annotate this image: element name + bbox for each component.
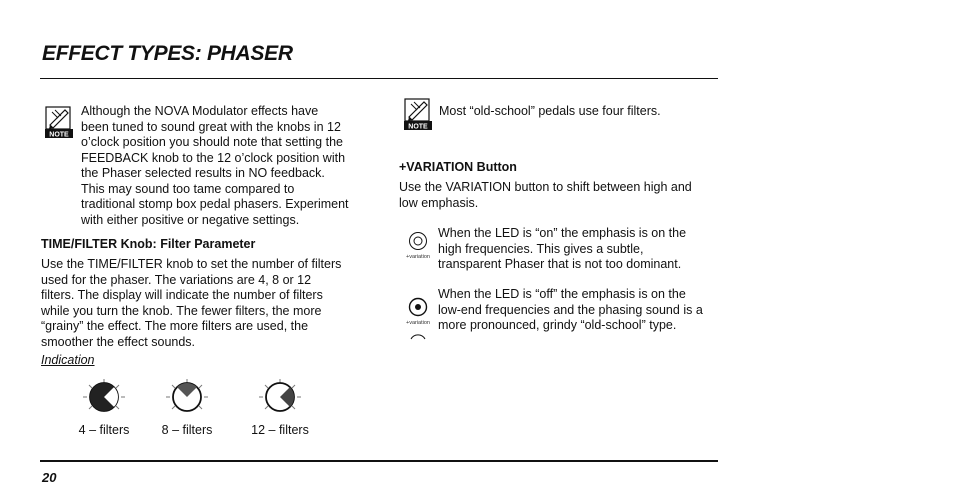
note-icon-label: NOTE xyxy=(408,123,428,131)
led-caption: +variation xyxy=(405,320,430,326)
page-number: 20 xyxy=(42,470,57,485)
variation-text: Use the VARIATION button to shift between high and low emphasis. xyxy=(399,180,692,210)
knob-8-filters-icon xyxy=(165,378,209,418)
time-filter-text: Use the TIME/FILTER knob to set the number of filters used for the phaser. The variations are 4, 8 or 12 filters. The display will indicate the number of filters while you turn the knob. The fewer filters, the more “grainy” the effect. The more filters are used, the smoother the effect sounds. xyxy=(41,257,342,349)
note-text: Although the NOVA Modulator effects have been tuned to sound great with the knobs in 12 o’clock position you should note that setting the FEEDBACK knob to the 12 o’clock position with the Phaser selected results in NO feedback. This may sound too tame compared to traditional stomp box pedal phasers. Experiment with either positive or negative settings. xyxy=(81,104,349,227)
page-title: EFFECT TYPES: PHASER xyxy=(42,42,293,65)
led-on-text: When the LED is “on” the emphasis is on the high frequencies. This gives a subtle, transparent Phaser that is not too dominant. xyxy=(438,226,687,271)
led-off-text: When the LED is “off” the emphasis is on the low-end frequencies and the phasing sound is a more pronounced, grindy “old-school” type. xyxy=(438,287,703,332)
variation-heading: +VARIATION Button xyxy=(399,160,517,174)
footer-rule xyxy=(40,460,718,462)
knob-label: 4 – filters xyxy=(78,423,130,437)
note-icon xyxy=(44,106,74,140)
led-partial-icon xyxy=(401,334,435,340)
indication-label: Indication xyxy=(41,353,95,367)
knob-label: 8 – filters xyxy=(161,423,213,437)
led-off-icon xyxy=(401,296,437,330)
time-filter-heading: TIME/FILTER Knob: Filter Parameter xyxy=(41,237,256,251)
knob-4-filters-icon xyxy=(82,378,126,418)
led-caption: +variation xyxy=(405,254,430,260)
note-icon-label: NOTE xyxy=(49,131,69,139)
note-text: Most “old-school” pedals use four filters. xyxy=(439,104,661,118)
header-rule xyxy=(40,78,718,79)
note-icon xyxy=(403,98,433,132)
led-on-icon xyxy=(401,230,437,264)
knob-12-filters-icon xyxy=(258,378,302,418)
knob-label: 12 – filters xyxy=(251,423,309,437)
